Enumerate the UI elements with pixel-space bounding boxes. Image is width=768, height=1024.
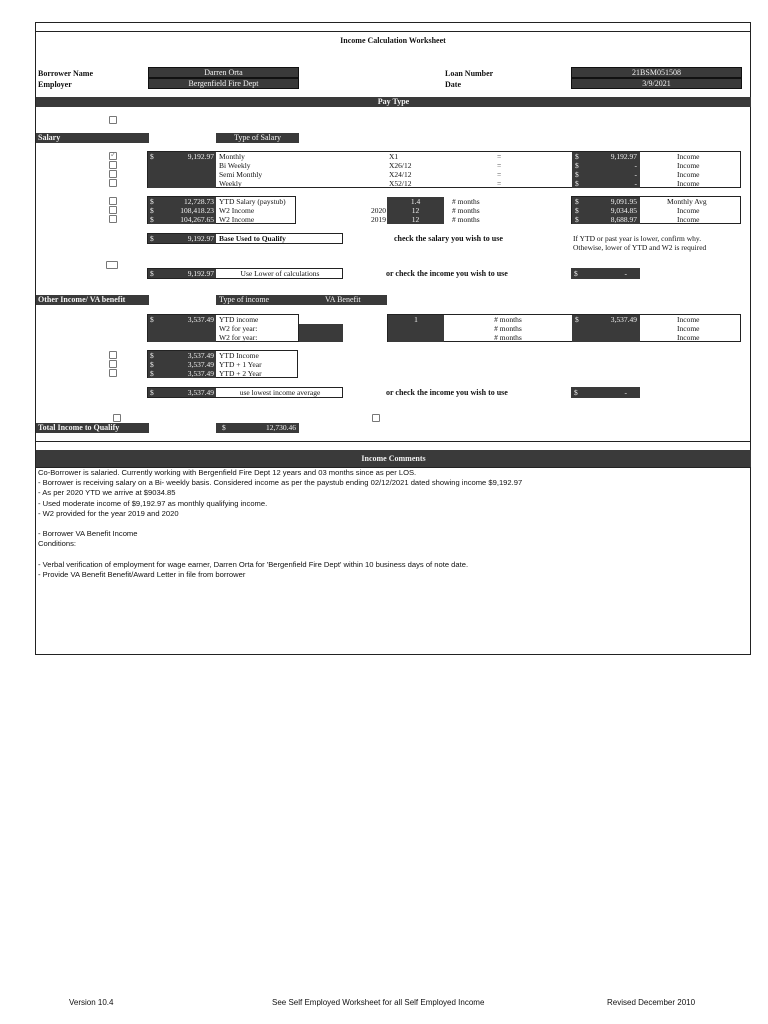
average-amount: $ 3,537.49	[150, 369, 214, 378]
total-divider	[36, 441, 750, 442]
type-of-salary-label: Type of Salary	[216, 133, 299, 143]
w2-year-input[interactable]	[299, 324, 343, 333]
ytd-amount-input[interactable]: $ 12,728.73	[150, 197, 214, 206]
salary-amount-input[interactable]: $ 9,192.97	[150, 152, 214, 161]
comment-line: - Borrower is receiving salary on a Bi- weekly basis. Considered income as per the paystub ending 02/12/2021 dated showing income $9,192.97	[38, 478, 523, 488]
other-income-label: Other Income/ VA benefit	[36, 295, 149, 305]
w2-year-input[interactable]	[299, 333, 343, 342]
ytd-row-label: W2 Income	[219, 215, 255, 224]
salary-frequency-label: Bi Weekly	[219, 161, 251, 170]
comment-line: Co-Borrower is salaried. Currently working with Bergenfield Fire Dept 12 years and 03 months since as per LOS.	[38, 468, 417, 477]
income-comments-header: Income Comments	[36, 450, 751, 467]
ytd-result-label: Monthly Avg	[667, 197, 707, 206]
other-months-input[interactable]: 1	[388, 315, 444, 324]
ytd-result: $ 9,091.95	[572, 197, 640, 206]
comment-line	[38, 519, 748, 529]
salary-override-value[interactable]: $ -	[571, 268, 640, 279]
average-label: YTD + 1 Year	[219, 360, 262, 369]
date-label: Date	[445, 80, 461, 89]
footer-version: Version 10.4	[69, 998, 114, 1007]
other-months-label: # months	[494, 315, 522, 324]
other-income-result	[572, 324, 640, 333]
lowest-average-label: use lowest income average	[239, 388, 321, 397]
comment-line	[38, 550, 748, 560]
salary-amount-input[interactable]	[148, 170, 216, 179]
lowest-average-amount: $ 3,537.49	[150, 388, 214, 397]
ytd-result-label: Income	[677, 206, 700, 215]
employer-field[interactable]: Bergenfield Fire Dept	[148, 78, 299, 89]
other-income-row-label: YTD income	[219, 315, 259, 324]
other-months-input[interactable]	[388, 324, 444, 333]
base-label: Base Used to Qualify	[219, 234, 286, 243]
salary-factor: X26/12	[389, 161, 412, 170]
comment-line: - Verbal verification of employment for wage earner, Darren Orta for 'Bergenfield Fire Dept' within 10 business days of note date.	[38, 559, 469, 569]
other-months-input[interactable]	[388, 333, 444, 342]
salary-frequency-checkbox[interactable]	[109, 179, 117, 187]
salary-frequency-label: Weekly	[219, 179, 242, 188]
type-of-income-value[interactable]: VA Benefit	[299, 295, 387, 305]
ytd-checkbox[interactable]	[109, 215, 117, 223]
or-check-income-text: or check the income you wish to use	[386, 388, 508, 397]
base-amount: $ 9,192.97	[150, 234, 214, 243]
months-input[interactable]: 12	[387, 206, 444, 215]
equals-sign: =	[497, 161, 502, 170]
other-income-amount-input[interactable]: $ 3,537.49	[150, 315, 214, 324]
loan-number-label: Loan Number	[445, 69, 494, 78]
type-of-income-label: Type of income	[216, 295, 299, 305]
comment-line: - Borrower VA Benefit Income	[38, 529, 138, 539]
salary-amount-input[interactable]	[148, 161, 216, 170]
salary-frequency-checkbox[interactable]	[109, 152, 117, 160]
total-checkbox-right[interactable]	[372, 414, 380, 422]
pay-type-header: Pay Type	[36, 97, 751, 107]
ytd-checkbox[interactable]	[109, 197, 117, 205]
other-income-amount-input[interactable]	[148, 324, 216, 333]
salary-factor: X24/12	[389, 170, 412, 179]
other-income-amount-input[interactable]	[148, 333, 216, 342]
total-checkbox-left[interactable]	[113, 414, 121, 422]
or-check-salary-text: or check the income you wish to use	[386, 269, 508, 278]
salary-result: $ -	[572, 179, 640, 188]
lower-calc-label: Use Lower of calculations	[240, 269, 320, 278]
other-income-result-label: Income	[677, 333, 700, 342]
loan-number-field[interactable]: 21BSM051508	[571, 67, 742, 78]
average-checkbox[interactable]	[109, 360, 117, 368]
check-salary-text: check the salary you wish to use	[394, 234, 503, 243]
total-income-label: Total Income to Qualify	[36, 423, 149, 433]
comment-line: Conditions:	[38, 539, 76, 549]
salary-factor: X1	[389, 152, 399, 161]
lower-calc-checkbox[interactable]	[106, 261, 118, 269]
page-title: Income Calculation Worksheet	[340, 36, 446, 45]
ytd-checkbox[interactable]	[109, 206, 117, 214]
salary-factor: X52/12	[389, 179, 412, 188]
months-input[interactable]: 1.4	[387, 197, 444, 206]
other-income-result: $ 3,537.49	[572, 315, 640, 324]
ytd-row-year: 2019	[371, 215, 386, 224]
ytd-result-label: Income	[677, 215, 700, 224]
salary-frequency-checkbox[interactable]	[109, 170, 117, 178]
months-label: # months	[452, 197, 480, 206]
equals-sign: =	[497, 152, 502, 161]
salary-amount-input[interactable]	[148, 179, 216, 188]
ytd-row-year: 2020	[371, 206, 386, 215]
other-months-label: # months	[494, 324, 522, 333]
salary-result: $ 9,192.97	[572, 152, 640, 161]
other-income-row-label: W2 for year:	[219, 333, 258, 342]
salary-frequency-label: Semi Monthly	[219, 170, 263, 179]
comment-line: - As per 2020 YTD we arrive at $9034.85	[38, 488, 176, 498]
ytd-amount-input[interactable]: $ 108,418.23	[150, 206, 214, 215]
salary-result: $ -	[572, 161, 640, 170]
lower-calc-amount: $ 9,192.97	[150, 269, 214, 278]
top-divider	[36, 31, 750, 32]
other-income-row-label: W2 for year:	[219, 324, 258, 333]
other-months-label: # months	[494, 333, 522, 342]
borrower-name-label: Borrower Name	[38, 69, 94, 78]
salary-result: $ -	[572, 170, 640, 179]
income-label: Income	[677, 152, 700, 161]
average-label: YTD + 2 Year	[219, 369, 262, 378]
ytd-row-label: W2 Income	[219, 206, 255, 215]
income-label: Income	[677, 161, 700, 170]
ytd-note-line1: If YTD or past year is lower, confirm why.	[573, 234, 702, 243]
average-label: YTD Income	[219, 351, 259, 360]
average-checkbox[interactable]	[109, 351, 117, 359]
months-input[interactable]: 12	[387, 215, 444, 224]
ytd-result: $ 9,034.85	[572, 206, 640, 215]
comment-line: - Used moderate income of $9,192.97 as monthly qualifying income.	[38, 498, 268, 508]
employer-label: Employer	[38, 80, 72, 89]
income-label: Income	[677, 170, 700, 179]
other-income-result-label: Income	[677, 315, 700, 324]
borrower-name-field[interactable]: Darren Orta	[148, 67, 299, 78]
total-income-value: $ 12,730.46	[216, 423, 299, 433]
income-override-value[interactable]: $ -	[571, 387, 640, 398]
months-label: # months	[452, 215, 480, 224]
equals-sign: =	[497, 170, 502, 179]
date-field[interactable]: 3/9/2021	[571, 78, 742, 89]
ytd-result: $ 8,688.97	[572, 215, 640, 224]
comment-line: - Provide VA Benefit Benefit/Award Letter in file from borrower	[38, 569, 246, 579]
equals-sign: =	[497, 179, 502, 188]
average-amount: $ 3,537.49	[150, 351, 214, 360]
ytd-amount-input[interactable]: $ 104,267.65	[150, 215, 214, 224]
average-checkbox[interactable]	[109, 369, 117, 377]
other-income-result-label: Income	[677, 324, 700, 333]
ytd-note-line2: Othewise, lower of YTD and W2 is required	[573, 243, 707, 252]
footer-revised: Revised December 2010	[607, 998, 696, 1007]
pay-type-checkbox[interactable]	[109, 116, 117, 124]
income-comments-body	[38, 468, 748, 580]
salary-frequency-checkbox[interactable]	[109, 161, 117, 169]
average-amount: $ 3,537.49	[150, 360, 214, 369]
salary-frequency-label: Monthly	[219, 152, 245, 161]
months-label: # months	[452, 206, 480, 215]
footer-note: See Self Employed Worksheet for all Self Employed Income	[272, 998, 485, 1007]
salary-label: Salary	[36, 133, 149, 143]
comment-line: - W2 provided for the year 2019 and 2020	[38, 508, 179, 518]
income-label: Income	[677, 179, 700, 188]
other-income-result	[572, 333, 640, 342]
ytd-row-label: YTD Salary (paystub)	[219, 197, 286, 206]
